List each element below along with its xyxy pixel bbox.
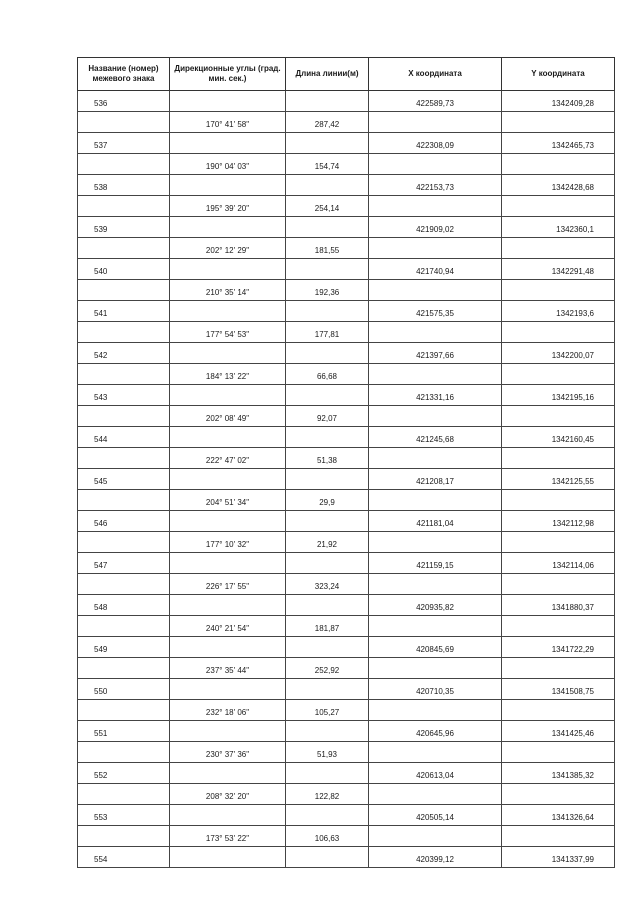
point-row bbox=[78, 427, 615, 448]
line-length: 21,92 bbox=[286, 532, 369, 553]
x-coordinate: 422308,09 bbox=[369, 133, 502, 154]
header-x-coordinate: X координата bbox=[369, 58, 502, 91]
point-name: 542 bbox=[78, 343, 170, 364]
direction-angle: 232° 18' 06" bbox=[170, 700, 286, 721]
point-row bbox=[78, 595, 615, 616]
point-row bbox=[78, 301, 615, 322]
direction-angle: 173° 53' 22" bbox=[170, 826, 286, 847]
direction-angle: 237° 35' 44" bbox=[170, 658, 286, 679]
segment-row bbox=[78, 616, 615, 637]
empty-cell bbox=[170, 763, 286, 784]
y-coordinate: 1342193,6 bbox=[502, 301, 615, 322]
y-coordinate: 1342360,1 bbox=[502, 217, 615, 238]
direction-angle: 226° 17' 55" bbox=[170, 574, 286, 595]
point-row bbox=[78, 175, 615, 196]
empty-cell bbox=[170, 175, 286, 196]
empty-cell bbox=[78, 700, 170, 721]
line-length: 181,55 bbox=[286, 238, 369, 259]
x-coordinate: 421159,15 bbox=[369, 553, 502, 574]
empty-cell bbox=[369, 490, 502, 511]
point-name: 550 bbox=[78, 679, 170, 700]
line-length: 51,93 bbox=[286, 742, 369, 763]
empty-cell bbox=[170, 91, 286, 112]
empty-cell bbox=[369, 322, 502, 343]
point-name: 546 bbox=[78, 511, 170, 532]
empty-cell bbox=[78, 574, 170, 595]
empty-cell bbox=[286, 553, 369, 574]
point-row bbox=[78, 553, 615, 574]
point-name: 553 bbox=[78, 805, 170, 826]
empty-cell bbox=[369, 364, 502, 385]
x-coordinate: 421397,66 bbox=[369, 343, 502, 364]
empty-cell bbox=[78, 238, 170, 259]
x-coordinate: 421245,68 bbox=[369, 427, 502, 448]
y-coordinate: 1342428,68 bbox=[502, 175, 615, 196]
segment-row bbox=[78, 238, 615, 259]
line-length: 105,27 bbox=[286, 700, 369, 721]
empty-cell bbox=[502, 658, 615, 679]
point-name: 544 bbox=[78, 427, 170, 448]
empty-cell bbox=[286, 385, 369, 406]
segment-row bbox=[78, 490, 615, 511]
point-row bbox=[78, 721, 615, 742]
empty-cell bbox=[369, 574, 502, 595]
segment-row bbox=[78, 406, 615, 427]
y-coordinate: 1342291,48 bbox=[502, 259, 615, 280]
direction-angle: 177° 54' 53" bbox=[170, 322, 286, 343]
line-length: 106,63 bbox=[286, 826, 369, 847]
empty-cell bbox=[78, 364, 170, 385]
empty-cell bbox=[286, 175, 369, 196]
x-coordinate: 420935,82 bbox=[369, 595, 502, 616]
empty-cell bbox=[502, 280, 615, 301]
y-coordinate: 1342125,55 bbox=[502, 469, 615, 490]
empty-cell bbox=[369, 616, 502, 637]
empty-cell bbox=[170, 805, 286, 826]
y-coordinate: 1342465,73 bbox=[502, 133, 615, 154]
header-y-coordinate: Y координата bbox=[502, 58, 615, 91]
direction-angle: 177° 10' 32" bbox=[170, 532, 286, 553]
empty-cell bbox=[78, 658, 170, 679]
point-row bbox=[78, 805, 615, 826]
empty-cell bbox=[502, 238, 615, 259]
line-length: 252,92 bbox=[286, 658, 369, 679]
empty-cell bbox=[502, 784, 615, 805]
point-name: 541 bbox=[78, 301, 170, 322]
header-point-name: Название (номер) межевого знака bbox=[78, 58, 170, 91]
empty-cell bbox=[78, 280, 170, 301]
y-coordinate: 1341385,32 bbox=[502, 763, 615, 784]
empty-cell bbox=[502, 196, 615, 217]
empty-cell bbox=[369, 700, 502, 721]
direction-angle: 202° 12' 29" bbox=[170, 238, 286, 259]
segment-row bbox=[78, 574, 615, 595]
table-header-row bbox=[78, 58, 615, 91]
empty-cell bbox=[78, 616, 170, 637]
empty-cell bbox=[286, 511, 369, 532]
empty-cell bbox=[170, 847, 286, 868]
segment-row bbox=[78, 196, 615, 217]
empty-cell bbox=[502, 364, 615, 385]
empty-cell bbox=[286, 217, 369, 238]
line-length: 287,42 bbox=[286, 112, 369, 133]
direction-angle: 202° 08' 49" bbox=[170, 406, 286, 427]
point-row bbox=[78, 679, 615, 700]
point-row bbox=[78, 91, 615, 112]
point-name: 540 bbox=[78, 259, 170, 280]
point-name: 545 bbox=[78, 469, 170, 490]
x-coordinate: 421909,02 bbox=[369, 217, 502, 238]
empty-cell bbox=[170, 427, 286, 448]
empty-cell bbox=[286, 679, 369, 700]
empty-cell bbox=[502, 322, 615, 343]
direction-angle: 195° 39' 20" bbox=[170, 196, 286, 217]
empty-cell bbox=[78, 826, 170, 847]
empty-cell bbox=[369, 658, 502, 679]
empty-cell bbox=[286, 427, 369, 448]
empty-cell bbox=[170, 259, 286, 280]
empty-cell bbox=[286, 301, 369, 322]
point-row bbox=[78, 343, 615, 364]
direction-angle: 204° 51' 34" bbox=[170, 490, 286, 511]
segment-row bbox=[78, 532, 615, 553]
y-coordinate: 1341880,37 bbox=[502, 595, 615, 616]
empty-cell bbox=[170, 469, 286, 490]
direction-angle: 240° 21' 54" bbox=[170, 616, 286, 637]
empty-cell bbox=[502, 616, 615, 637]
point-name: 537 bbox=[78, 133, 170, 154]
line-length: 66,68 bbox=[286, 364, 369, 385]
segment-row bbox=[78, 112, 615, 133]
point-row bbox=[78, 469, 615, 490]
point-name: 549 bbox=[78, 637, 170, 658]
y-coordinate: 1342112,98 bbox=[502, 511, 615, 532]
point-name: 548 bbox=[78, 595, 170, 616]
empty-cell bbox=[502, 406, 615, 427]
point-name: 554 bbox=[78, 847, 170, 868]
empty-cell bbox=[286, 469, 369, 490]
x-coordinate: 420505,14 bbox=[369, 805, 502, 826]
empty-cell bbox=[170, 217, 286, 238]
empty-cell bbox=[78, 448, 170, 469]
empty-cell bbox=[369, 196, 502, 217]
direction-angle: 190° 04' 03" bbox=[170, 154, 286, 175]
point-name: 539 bbox=[78, 217, 170, 238]
empty-cell bbox=[502, 826, 615, 847]
empty-cell bbox=[369, 784, 502, 805]
empty-cell bbox=[170, 385, 286, 406]
point-row bbox=[78, 217, 615, 238]
y-coordinate: 1342160,45 bbox=[502, 427, 615, 448]
empty-cell bbox=[502, 700, 615, 721]
boundary-coordinates-table bbox=[77, 57, 615, 868]
empty-cell bbox=[369, 112, 502, 133]
point-name: 538 bbox=[78, 175, 170, 196]
segment-row bbox=[78, 154, 615, 175]
y-coordinate: 1341425,46 bbox=[502, 721, 615, 742]
empty-cell bbox=[369, 406, 502, 427]
point-row bbox=[78, 259, 615, 280]
direction-angle: 184° 13' 22" bbox=[170, 364, 286, 385]
y-coordinate: 1342409,28 bbox=[502, 91, 615, 112]
empty-cell bbox=[369, 154, 502, 175]
line-length: 323,24 bbox=[286, 574, 369, 595]
empty-cell bbox=[502, 574, 615, 595]
empty-cell bbox=[286, 91, 369, 112]
line-length: 154,74 bbox=[286, 154, 369, 175]
point-row bbox=[78, 637, 615, 658]
y-coordinate: 1342114,06 bbox=[502, 553, 615, 574]
direction-angle: 170° 41' 58" bbox=[170, 112, 286, 133]
y-coordinate: 1341722,29 bbox=[502, 637, 615, 658]
line-length: 177,81 bbox=[286, 322, 369, 343]
segment-row bbox=[78, 784, 615, 805]
direction-angle: 230° 37' 36" bbox=[170, 742, 286, 763]
empty-cell bbox=[170, 343, 286, 364]
segment-row bbox=[78, 658, 615, 679]
x-coordinate: 420645,96 bbox=[369, 721, 502, 742]
x-coordinate: 421208,17 bbox=[369, 469, 502, 490]
empty-cell bbox=[170, 301, 286, 322]
table-body bbox=[78, 91, 615, 868]
empty-cell bbox=[170, 595, 286, 616]
y-coordinate: 1341508,75 bbox=[502, 679, 615, 700]
point-name: 547 bbox=[78, 553, 170, 574]
line-length: 122,82 bbox=[286, 784, 369, 805]
empty-cell bbox=[78, 532, 170, 553]
empty-cell bbox=[78, 154, 170, 175]
empty-cell bbox=[78, 784, 170, 805]
x-coordinate: 422153,73 bbox=[369, 175, 502, 196]
empty-cell bbox=[78, 112, 170, 133]
line-length: 29,9 bbox=[286, 490, 369, 511]
point-row bbox=[78, 763, 615, 784]
empty-cell bbox=[286, 637, 369, 658]
direction-angle: 210° 35' 14" bbox=[170, 280, 286, 301]
empty-cell bbox=[502, 154, 615, 175]
empty-cell bbox=[286, 763, 369, 784]
point-name: 536 bbox=[78, 91, 170, 112]
line-length: 92,07 bbox=[286, 406, 369, 427]
point-name: 551 bbox=[78, 721, 170, 742]
empty-cell bbox=[286, 259, 369, 280]
direction-angle: 208° 32' 20" bbox=[170, 784, 286, 805]
line-length: 192,36 bbox=[286, 280, 369, 301]
empty-cell bbox=[170, 679, 286, 700]
y-coordinate: 1342195,16 bbox=[502, 385, 615, 406]
direction-angle: 222° 47' 02" bbox=[170, 448, 286, 469]
empty-cell bbox=[286, 805, 369, 826]
point-row bbox=[78, 511, 615, 532]
empty-cell bbox=[170, 133, 286, 154]
empty-cell bbox=[286, 133, 369, 154]
empty-cell bbox=[170, 721, 286, 742]
point-name: 543 bbox=[78, 385, 170, 406]
x-coordinate: 421181,04 bbox=[369, 511, 502, 532]
empty-cell bbox=[78, 490, 170, 511]
x-coordinate: 421740,94 bbox=[369, 259, 502, 280]
empty-cell bbox=[78, 196, 170, 217]
empty-cell bbox=[502, 112, 615, 133]
empty-cell bbox=[286, 847, 369, 868]
segment-row bbox=[78, 364, 615, 385]
x-coordinate: 420399,12 bbox=[369, 847, 502, 868]
empty-cell bbox=[170, 511, 286, 532]
x-coordinate: 420710,35 bbox=[369, 679, 502, 700]
empty-cell bbox=[286, 343, 369, 364]
empty-cell bbox=[502, 490, 615, 511]
x-coordinate: 420845,69 bbox=[369, 637, 502, 658]
line-length: 181,87 bbox=[286, 616, 369, 637]
empty-cell bbox=[78, 406, 170, 427]
empty-cell bbox=[369, 826, 502, 847]
empty-cell bbox=[78, 742, 170, 763]
empty-cell bbox=[502, 532, 615, 553]
point-name: 552 bbox=[78, 763, 170, 784]
x-coordinate: 420613,04 bbox=[369, 763, 502, 784]
empty-cell bbox=[170, 553, 286, 574]
y-coordinate: 1341337,99 bbox=[502, 847, 615, 868]
segment-row bbox=[78, 742, 615, 763]
point-row bbox=[78, 847, 615, 868]
empty-cell bbox=[78, 322, 170, 343]
empty-cell bbox=[369, 280, 502, 301]
empty-cell bbox=[170, 637, 286, 658]
segment-row bbox=[78, 280, 615, 301]
empty-cell bbox=[502, 742, 615, 763]
point-row bbox=[78, 133, 615, 154]
header-direction-angle: Дирекционные углы (град. мин. сек.) bbox=[170, 58, 286, 91]
x-coordinate: 421331,16 bbox=[369, 385, 502, 406]
segment-row bbox=[78, 700, 615, 721]
header-line-length: Длина линии(м) bbox=[286, 58, 369, 91]
empty-cell bbox=[369, 238, 502, 259]
empty-cell bbox=[369, 742, 502, 763]
segment-row bbox=[78, 322, 615, 343]
y-coordinate: 1341326,64 bbox=[502, 805, 615, 826]
segment-row bbox=[78, 826, 615, 847]
y-coordinate: 1342200,07 bbox=[502, 343, 615, 364]
line-length: 254,14 bbox=[286, 196, 369, 217]
x-coordinate: 421575,35 bbox=[369, 301, 502, 322]
empty-cell bbox=[502, 448, 615, 469]
point-row bbox=[78, 385, 615, 406]
empty-cell bbox=[286, 721, 369, 742]
empty-cell bbox=[286, 595, 369, 616]
x-coordinate: 422589,73 bbox=[369, 91, 502, 112]
segment-row bbox=[78, 448, 615, 469]
empty-cell bbox=[369, 532, 502, 553]
empty-cell bbox=[369, 448, 502, 469]
line-length: 51,38 bbox=[286, 448, 369, 469]
